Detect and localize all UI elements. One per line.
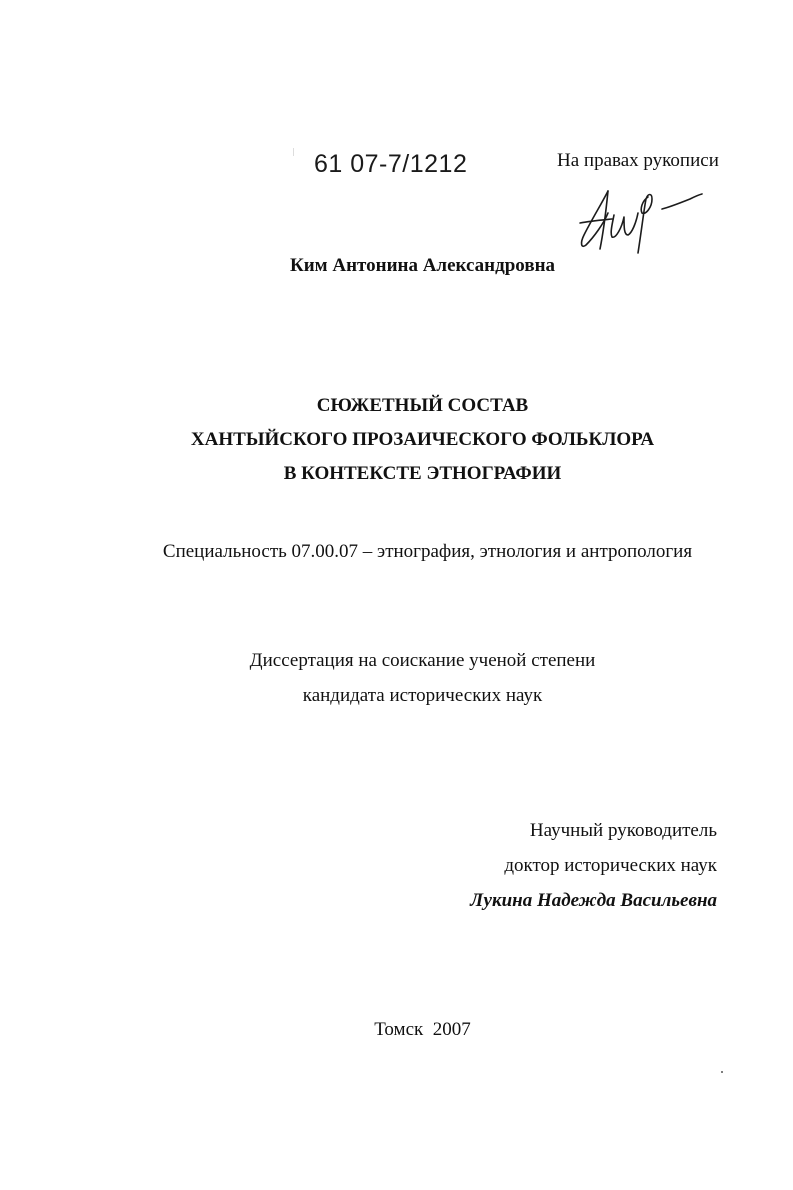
title-line: ХАНТЫЙСКОГО ПРОЗАИЧЕСКОГО ФОЛЬКЛОРА xyxy=(190,429,655,450)
handwritten-signature xyxy=(568,183,718,258)
supervisor-role: Научный руководитель xyxy=(529,820,717,841)
place-and-year xyxy=(0,1019,793,1041)
manuscript-rights-note: На правах рукописи xyxy=(557,150,719,171)
title-line: В КОНТЕКСТЕ ЭТНОГРАФИИ xyxy=(283,463,562,484)
archive-stamp-number: 61 07-7/1212 xyxy=(314,150,468,178)
city: Томск xyxy=(374,1019,424,1040)
scan-speck xyxy=(721,1071,723,1073)
dissertation-title xyxy=(0,389,793,491)
year: 2007 xyxy=(432,1019,471,1040)
degree-line: Диссертация на соискание ученой степени xyxy=(249,650,596,671)
specialty-line: Специальность 07.00.07 – этнография, этнология и антропология xyxy=(162,541,693,562)
supervisor-name: Лукина Надежда Васильевна xyxy=(470,890,717,911)
supervisor-degree: доктор исторических наук xyxy=(504,855,717,876)
degree-line: кандидата исторических наук xyxy=(302,685,543,706)
title-line: СЮЖЕТНЫЙ СОСТАВ xyxy=(316,395,529,416)
supervisor-block xyxy=(470,813,717,918)
author-name: Ким Антонина Александровна xyxy=(289,255,556,276)
degree-statement xyxy=(0,643,793,713)
scan-mark xyxy=(293,148,294,156)
